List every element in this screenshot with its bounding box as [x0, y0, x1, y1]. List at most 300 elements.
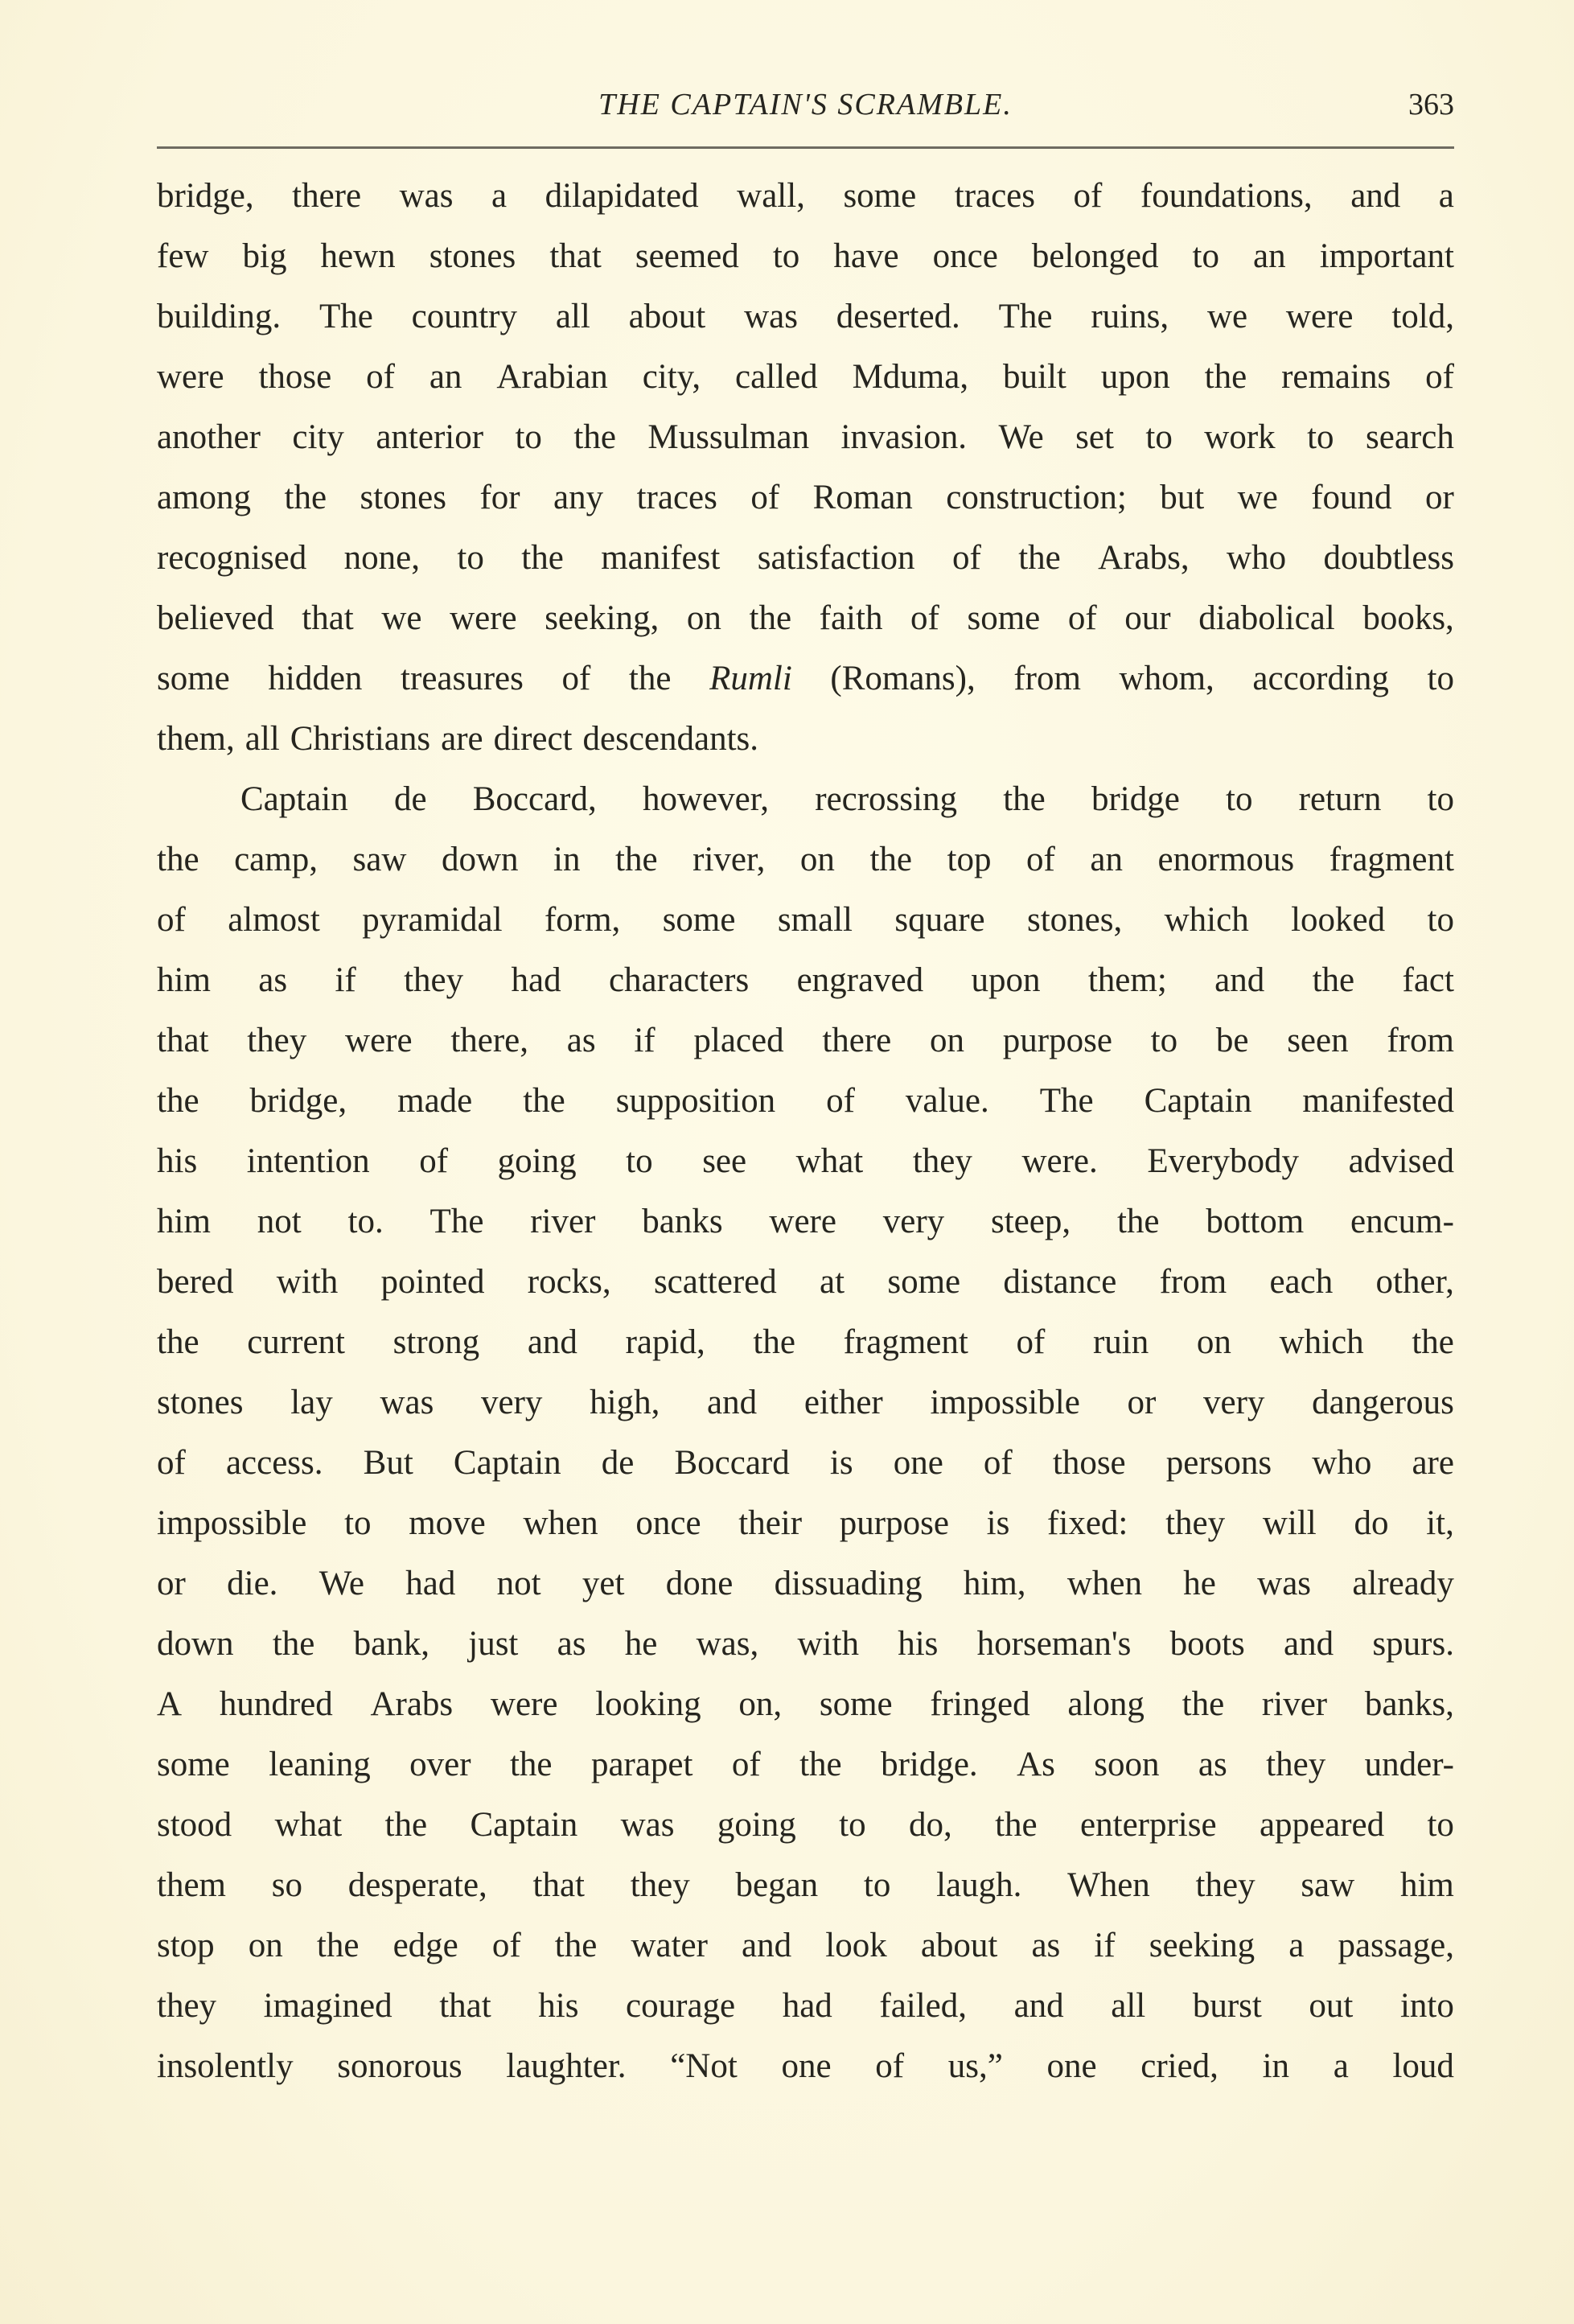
word: him,	[963, 1565, 1026, 1602]
word: pyramidal	[362, 901, 503, 939]
word: were	[157, 358, 224, 396]
word: the	[1204, 358, 1247, 396]
word: When	[1067, 1866, 1150, 1904]
text-line	[157, 950, 1454, 1010]
word: they	[247, 1022, 307, 1059]
word: made	[397, 1082, 473, 1120]
word: going	[497, 1142, 577, 1180]
word: belonged	[1031, 237, 1159, 275]
word: stood	[157, 1806, 232, 1844]
word: the	[1018, 539, 1061, 577]
word: none,	[343, 539, 421, 577]
word: Christians	[290, 720, 431, 758]
word: they	[912, 1142, 972, 1180]
word: began	[735, 1866, 819, 1904]
word: foundations,	[1140, 177, 1313, 215]
word: dissuading	[774, 1565, 923, 1602]
word: But	[363, 1444, 413, 1482]
word: each	[1269, 1263, 1334, 1301]
word: was	[620, 1806, 675, 1844]
word: important	[1319, 237, 1454, 275]
text-line	[157, 347, 1454, 407]
word: of	[951, 539, 981, 577]
word: are	[1412, 1444, 1454, 1482]
word: was,	[696, 1625, 759, 1663]
text-line	[157, 1734, 1454, 1795]
text-line	[157, 1493, 1454, 1553]
word: of	[1425, 358, 1454, 396]
word: faith	[819, 599, 883, 637]
word: with	[797, 1625, 859, 1663]
word: enormous	[1157, 841, 1295, 878]
word: to	[772, 237, 800, 275]
word: the	[995, 1806, 1038, 1844]
word: imagined	[263, 1987, 392, 2025]
word: supposition	[615, 1082, 776, 1120]
word: die.	[227, 1565, 278, 1602]
word: a	[1333, 2047, 1349, 2085]
word: as	[1031, 1927, 1061, 1964]
word: as	[557, 1625, 586, 1663]
word: that	[549, 237, 602, 275]
word: will	[1262, 1504, 1317, 1542]
text-line	[157, 709, 1454, 769]
word: but	[1160, 479, 1205, 516]
word: recrossing	[815, 780, 957, 818]
word: of	[491, 1927, 521, 1964]
word: impossible	[930, 1384, 1080, 1421]
word: set	[1075, 418, 1114, 456]
word: him	[157, 961, 211, 999]
text-line	[157, 1252, 1454, 1312]
word: to	[1192, 237, 1219, 275]
word: pointed	[380, 1263, 485, 1301]
word: some	[967, 599, 1041, 637]
word: is	[986, 1504, 1010, 1542]
word: was	[380, 1384, 434, 1421]
word: him	[1399, 1866, 1454, 1904]
word: them,	[157, 720, 235, 758]
word: one	[893, 1444, 943, 1482]
word: they	[1266, 1746, 1326, 1783]
word: desperate,	[347, 1866, 487, 1904]
word: country	[411, 298, 517, 335]
word: not	[496, 1565, 541, 1602]
word: of	[1073, 177, 1103, 215]
word: appeared	[1259, 1806, 1385, 1844]
text-line	[157, 1191, 1454, 1252]
word: parapet	[590, 1746, 693, 1783]
word: all	[245, 720, 280, 758]
text-line	[157, 890, 1454, 950]
word: about	[920, 1927, 998, 1964]
text-line	[157, 1795, 1454, 1855]
word: the	[521, 539, 564, 577]
word: on	[686, 599, 721, 637]
word: fringed	[930, 1685, 1030, 1723]
page-number: 363	[1408, 88, 1454, 121]
word: to	[1307, 418, 1334, 456]
word: purpose	[1002, 1022, 1112, 1059]
word: if	[335, 961, 356, 999]
word: looking	[595, 1685, 701, 1723]
word: bridge,	[157, 177, 254, 215]
text-line	[157, 407, 1454, 467]
word: and	[1350, 177, 1401, 215]
word: had	[782, 1987, 832, 2025]
word: cried,	[1140, 2047, 1219, 2085]
word: looked	[1291, 901, 1386, 939]
word: were	[490, 1685, 558, 1723]
word: we	[1237, 479, 1278, 516]
word: city	[292, 418, 344, 456]
word: big	[242, 237, 287, 275]
word: on	[248, 1927, 283, 1964]
word: rocks,	[527, 1263, 611, 1301]
word: of	[1067, 599, 1097, 637]
word: already	[1352, 1565, 1454, 1602]
word: stop	[157, 1927, 215, 1964]
word: The	[429, 1203, 484, 1240]
word: the	[384, 1806, 428, 1844]
word: those	[258, 358, 332, 396]
word: they	[404, 961, 464, 999]
word: The	[318, 298, 373, 335]
word: seeking	[1149, 1927, 1256, 1964]
word: him	[157, 1203, 211, 1240]
word: upon	[1100, 358, 1170, 396]
word: over	[409, 1746, 471, 1783]
word: access.	[225, 1444, 323, 1482]
word: from	[1387, 1022, 1454, 1059]
word: from	[1159, 1263, 1227, 1301]
word: sonorous	[337, 2047, 462, 2085]
word: just	[468, 1625, 519, 1663]
word: were	[345, 1022, 413, 1059]
word: the	[509, 1746, 553, 1783]
word: value.	[905, 1082, 989, 1120]
text-line	[157, 1372, 1454, 1433]
word: to	[1145, 418, 1173, 456]
word: laugh.	[936, 1866, 1022, 1904]
word: stones	[429, 237, 516, 275]
text-line	[157, 2036, 1454, 2096]
word: Mussulman	[647, 418, 810, 456]
word: our	[1124, 599, 1171, 637]
word: manifested	[1302, 1082, 1454, 1120]
word: about	[628, 298, 706, 335]
word: very	[481, 1384, 543, 1421]
word: anterior	[376, 418, 484, 456]
word: the	[749, 599, 792, 637]
word: whom,	[1119, 660, 1214, 697]
word: so	[271, 1866, 302, 1904]
word: some	[662, 901, 736, 939]
word: ruins,	[1091, 298, 1169, 335]
word: among	[157, 479, 252, 516]
word: the	[157, 1082, 199, 1120]
word: according	[1252, 660, 1389, 697]
word: for	[479, 479, 520, 516]
header-rule	[157, 146, 1454, 149]
word: the	[753, 1323, 795, 1361]
word: de	[601, 1444, 635, 1482]
word: all	[1111, 1987, 1146, 2025]
word: once	[932, 237, 998, 275]
word: water	[631, 1927, 708, 1964]
word: As	[1017, 1746, 1055, 1783]
text-line	[157, 1855, 1454, 1915]
word: the	[615, 841, 658, 878]
word: banks,	[1364, 1685, 1454, 1723]
word: to	[515, 418, 542, 456]
word: of	[157, 1444, 186, 1482]
word: traces	[636, 479, 717, 516]
word: all	[555, 298, 590, 335]
word: told,	[1391, 298, 1454, 335]
word: if	[634, 1022, 655, 1059]
word: do,	[908, 1806, 952, 1844]
word: in	[553, 841, 581, 878]
word: an	[429, 358, 462, 396]
word: either	[803, 1384, 883, 1421]
word: deserted.	[836, 298, 960, 335]
text-line	[157, 528, 1454, 588]
word: were.	[1021, 1142, 1098, 1180]
word: move	[409, 1504, 486, 1542]
word: some	[157, 1746, 230, 1783]
word: direct	[493, 720, 573, 758]
word: Captain	[453, 1444, 561, 1482]
word: are	[441, 720, 483, 758]
word: there,	[450, 1022, 529, 1059]
word: upon	[971, 961, 1041, 999]
word: going	[717, 1806, 796, 1844]
word: which	[1164, 901, 1249, 939]
word: were	[769, 1203, 836, 1240]
word: dangerous	[1312, 1384, 1454, 1421]
word: had	[511, 961, 561, 999]
word: engraved	[796, 961, 924, 999]
word: bridge,	[249, 1082, 347, 1120]
word: bank,	[353, 1625, 429, 1663]
word: under-	[1364, 1746, 1454, 1783]
word: of	[561, 660, 591, 697]
word: was	[399, 177, 454, 215]
word: Boccard	[674, 1444, 790, 1482]
word: return	[1298, 780, 1382, 818]
text-line	[157, 1433, 1454, 1493]
word: characters	[608, 961, 750, 999]
text-line	[157, 1131, 1454, 1191]
word: and	[707, 1384, 758, 1421]
word: that	[532, 1866, 585, 1904]
word: seeking,	[545, 599, 660, 637]
word: wall,	[737, 177, 805, 215]
word: manifest	[601, 539, 721, 577]
word: what	[795, 1142, 864, 1180]
word: We	[998, 418, 1044, 456]
word: burst	[1192, 1987, 1262, 2025]
word: persons	[1165, 1444, 1272, 1482]
word: high,	[590, 1384, 660, 1421]
word: as	[258, 961, 288, 999]
word: down	[157, 1625, 234, 1663]
word: purpose	[839, 1504, 949, 1542]
text-line	[157, 1915, 1454, 1976]
word: and	[1214, 961, 1265, 999]
word: the	[1003, 780, 1046, 818]
word: diabolical	[1198, 599, 1335, 637]
word: when	[523, 1504, 598, 1542]
word: other,	[1375, 1263, 1454, 1301]
word: they	[1165, 1504, 1226, 1542]
word: who	[1312, 1444, 1372, 1482]
word: fact	[1402, 961, 1454, 999]
word: the	[1312, 961, 1355, 999]
word: one	[1046, 2047, 1097, 2085]
word: encum-	[1350, 1203, 1454, 1240]
word: it,	[1426, 1504, 1454, 1542]
word: some	[819, 1685, 893, 1723]
word: of	[157, 901, 186, 939]
word: of	[366, 358, 395, 396]
word: on	[1196, 1323, 1231, 1361]
word: stones	[360, 479, 446, 516]
word: edge	[392, 1927, 458, 1964]
word: was	[744, 298, 798, 335]
word: to	[1427, 780, 1454, 818]
word: bottom	[1206, 1203, 1305, 1240]
word: any	[553, 479, 604, 516]
word: or	[1127, 1384, 1157, 1421]
word: on	[930, 1022, 965, 1059]
word: were	[450, 599, 517, 637]
word: had	[405, 1565, 456, 1602]
word: on	[799, 841, 835, 878]
word: the	[573, 418, 616, 456]
word: they	[1195, 1866, 1256, 1904]
word: that	[439, 1987, 491, 2025]
word: building.	[157, 298, 282, 335]
text-line	[157, 226, 1454, 286]
word: horseman's	[976, 1625, 1132, 1663]
word: to	[1226, 780, 1253, 818]
word: dilapidated	[545, 177, 699, 215]
word: search	[1366, 418, 1454, 456]
word: the	[1412, 1323, 1454, 1361]
word: strong	[392, 1323, 480, 1361]
word: or	[1425, 479, 1454, 516]
word: Arabs	[370, 1685, 454, 1723]
word: us,”	[947, 2047, 1003, 2085]
word: do	[1354, 1504, 1389, 1542]
word: done	[665, 1565, 734, 1602]
text-line	[157, 1976, 1454, 2036]
word: some	[843, 177, 917, 215]
word: built	[1003, 358, 1066, 396]
word: fixed:	[1047, 1504, 1128, 1542]
word: found	[1311, 479, 1392, 516]
word: there	[822, 1022, 892, 1059]
word: hundred	[219, 1685, 333, 1723]
word: and	[527, 1323, 577, 1361]
word: city,	[642, 358, 701, 396]
word: few	[157, 237, 209, 275]
word: there	[292, 177, 362, 215]
word: we	[381, 599, 422, 637]
word: called	[735, 358, 818, 396]
word: a	[1438, 177, 1454, 215]
word: form,	[544, 901, 621, 939]
word: to	[1427, 660, 1454, 697]
word: bered	[157, 1263, 234, 1301]
word: the	[523, 1082, 565, 1120]
word: courage	[626, 1987, 736, 2025]
word: recognised	[157, 539, 307, 577]
word: on,	[738, 1685, 783, 1723]
word: them	[157, 1866, 226, 1904]
word: into	[1399, 1987, 1454, 2025]
word: boots	[1169, 1625, 1245, 1663]
word: Arabs,	[1098, 539, 1190, 577]
word: Roman	[812, 479, 913, 516]
word: placed	[693, 1022, 784, 1059]
word: river	[1261, 1685, 1328, 1723]
word: current	[247, 1323, 345, 1361]
word: We	[318, 1565, 364, 1602]
word: loud	[1392, 2047, 1454, 2085]
word: The	[998, 298, 1053, 335]
word: the	[628, 660, 672, 697]
word: were	[1285, 298, 1354, 335]
word: spurs.	[1372, 1625, 1454, 1663]
word: his	[157, 1142, 198, 1180]
word: distance	[1003, 1263, 1117, 1301]
word: hidden	[268, 660, 363, 697]
word: ruin	[1092, 1323, 1149, 1361]
word: if	[1094, 1927, 1116, 1964]
word: of	[750, 479, 780, 516]
word: to	[626, 1142, 653, 1180]
word: fragment	[1329, 841, 1454, 878]
word: of	[910, 599, 939, 637]
word: them;	[1087, 961, 1167, 999]
word: an	[1253, 237, 1286, 275]
word: his	[898, 1625, 939, 1663]
word: as	[566, 1022, 596, 1059]
word: and	[1284, 1625, 1334, 1663]
word: to	[1427, 901, 1454, 939]
word: A	[157, 1685, 183, 1723]
word: down	[441, 841, 519, 878]
word: Captain	[240, 780, 348, 818]
word: Boccard,	[472, 780, 597, 818]
word: was	[1257, 1565, 1312, 1602]
word: of	[1016, 1323, 1046, 1361]
word: as	[1198, 1746, 1227, 1783]
word: the	[157, 1323, 199, 1361]
word: his	[538, 1987, 579, 2025]
word: to.	[347, 1203, 384, 1240]
word: seen	[1287, 1022, 1349, 1059]
word: impossible	[157, 1504, 307, 1542]
word: of	[983, 1444, 1013, 1482]
word: we	[1206, 298, 1248, 335]
word: of	[419, 1142, 449, 1180]
word: a	[491, 177, 508, 215]
word: that	[157, 1022, 209, 1059]
